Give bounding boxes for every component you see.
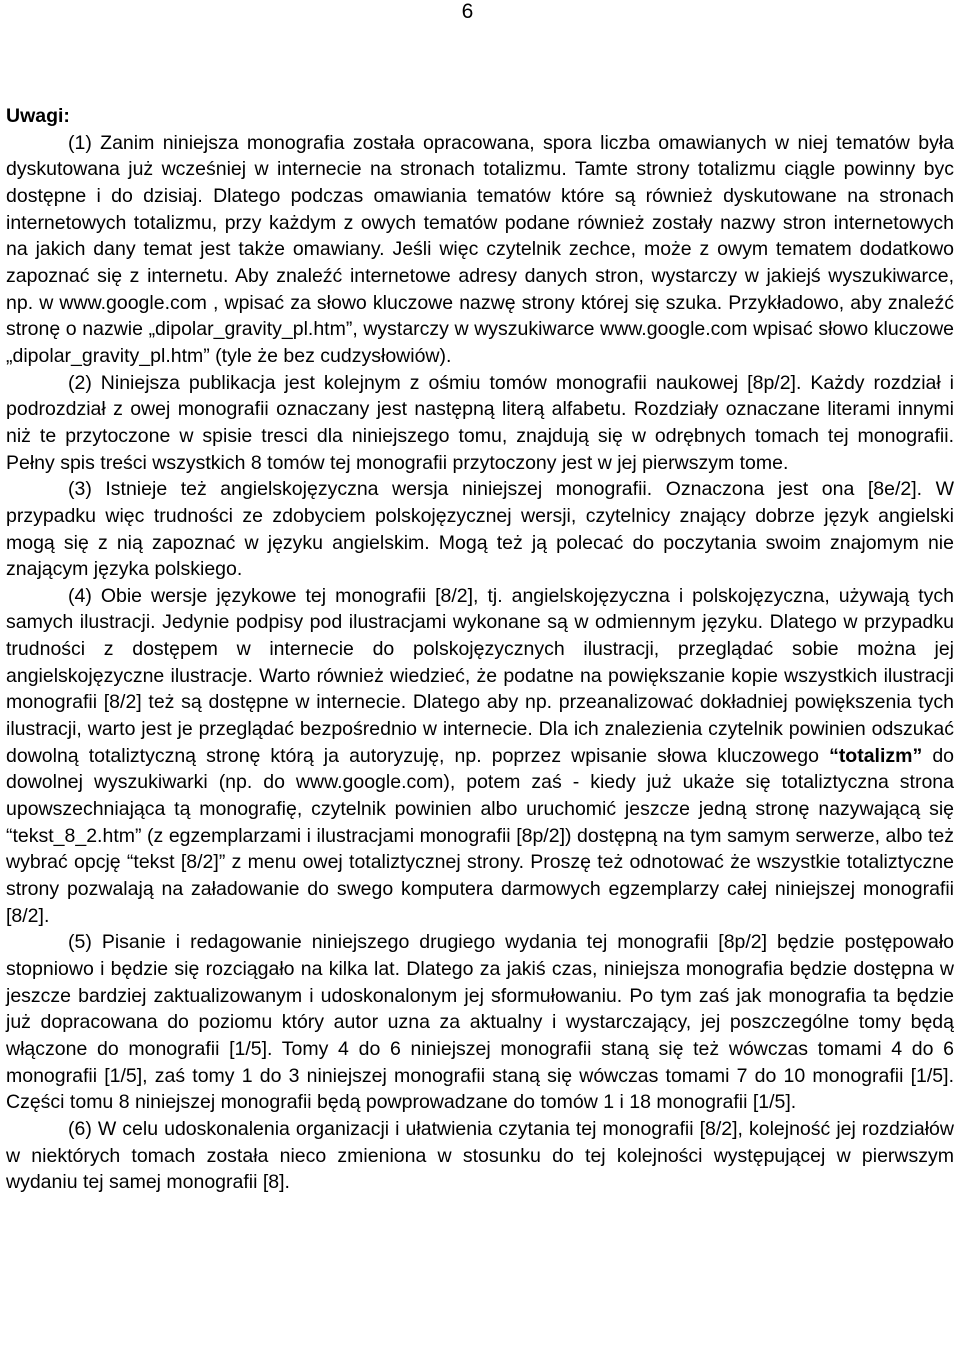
- note-paragraph-1: (1) Zanim niniejsza monografia została opracowana, spora liczba omawianych w niej tematów była dyskutowana już wcześniej w internecie na stronach totalizmu. Tamte strony totalizmu ciągle powinny byc dostępne i do dzisiaj. Dlatego podczas omawiania tematów które są również dyskutowane na stronach internetowych totalizmu, przy każdym z owych tematów podane również zostały nazwy stron internetowych na jakich dany temat jest także omawiany. Jeśli więc czytelnik zechce, może z owym tematem dodatkowo zapoznać się z internetu. Aby znaleźć internetowe adresy danych stron, wystarczy w jakiejś wyszukiwarce, np. w www.google.com , wpisać za słowo kluczowe nazwę strony której się szuka. Przykładowo, aby znaleźć stronę o nazwie „dipolar_gravity_pl.htm”, wystarczy w wyszukiwarce www.google.com wpisać słowo kluczowe „dipolar_gravity_pl.htm” (tyle że bez cudzysłowiów).: [6, 131, 954, 367]
- note-paragraph-6: (6) W celu udoskonalenia organizacji i ułatwienia czytania tej monografii [8/2], kolejność jej rozdziałów w niektórych tomach została nieco zmieniona w stosunku do tej kolejności występującej w pierwszym wydaniu tej samej monografii [8].: [6, 1117, 954, 1194]
- notes-heading: Uwagi:: [6, 105, 70, 127]
- keyword-totalizm: “totalizm”: [829, 744, 923, 767]
- notes-section: [6, 103, 954, 1196]
- page-number: 6: [461, 0, 474, 23]
- note-paragraph-4-text-start: (4) Obie wersje językowe tej monografii [8/2], tj. angielskojęzyczna i polskojęzyczna, używają tych samych ilustracji. Jedynie podpisy pod ilustracjami wykonane są w odmiennym języku. Dlatego w przypadku trudności z dostępem w internecie do polskojęzycznych ilustracji, przeglądać sobie można jej angielskojęzyczne ilustracje. Warto również wiedzieć, że podatne na powiększanie kopie wszystkich ilustracji monografii [8/2] też są dostępne w internecie. Dlatego aby np. przeanalizować dokładniej powiększenia tych ilustracji, warto jest je przeglądać bezpośrednio w internecie. Dla ich znalezienia czytelnik powinien odszukać dowolną totaliztyczną stronę którą ja autoryzuję, np. poprzez wpisanie słowa kluczowego: [6, 584, 954, 767]
- note-paragraph-4: [6, 583, 954, 930]
- note-paragraph-5: (5) Pisanie i redagowanie niniejszego drugiego wydania tej monografii [8p/2] będzie postępowało stopniowo i będzie się rozciągało na kilka lat. Dlatego za jakiś czas, niniejsza monografia będzie dostępna w jeszcze bardziej zaktualizowanym i udoskonalonym jej sformułowaniu. Po tym zaś jak monografia ta będzie już dopracowana do poziomu który autor uzna za aktualny i wystarczający, jej poszczególne tomy będą włączone do monografii [1/5]. Tomy 4 do 6 niniejszej monografii staną się też wówczas tomami 4 do 6 monografii [1/5], zaś tomy 1 do 3 niniejszej monografii staną się wówczas tomami 7 do 10 monografii [1/5]. Części tomu 8 niniejszej monografii będą powprowadzane do tomów 1 i 18 monografii [1/5].: [6, 931, 954, 1114]
- note-paragraph-2: (2) Niniejsza publikacja jest kolejnym z ośmiu tomów monografii naukowej [8p/2]. Każdy rozdział i podrozdział z owej monografii oznaczany jest następną literą alfabetu. Rozdziały oznaczane literami innymi niż te przytoczone w spisie tresci dla niniejszego tomu, znajdują się w odrębnych tomach tej monografii. Pełny spis treści wszystkich 8 tomów tej monografii przytoczony jest w jej pierwszym tome.: [6, 371, 954, 474]
- note-paragraph-4-text-end: do dowolnej wyszukiwarki (np. do www.google.com), potem zaś - kiedy już ukaże się totaliztyczna strona upowszechniająca tą monografię, czytelnik powinien albo uruchomić jeszcze jedną stronę nazywającą się “tekst_8_2.htm” (z egzemplarzami i ilustracjami monografii [8p/2]) dostępną na tym samym serwerze, albo też wybrać opcję “tekst [8/2]” z menu owej totaliztycznej strony. Proszę też odnotować że wszystkie totaliztyczne strony pozwalają na załadowanie do swego komputera darmowych egzemplarzy całej niniejszej monografii [8/2].: [6, 744, 955, 927]
- note-paragraph-3: (3) Istnieje też angielskojęzyczna wersja niniejszej monografii. Oznaczona jest ona [8e/2]. W przypadku więc trudności ze zdobyciem polskojęzycznej wersji, czytelnicy znający dobrze język angielski mogą się z nią zapoznać w języku angielskim. Mogą też ją polecać do poczytania swoim znajomym nie znającym języka polskiego.: [6, 478, 954, 581]
